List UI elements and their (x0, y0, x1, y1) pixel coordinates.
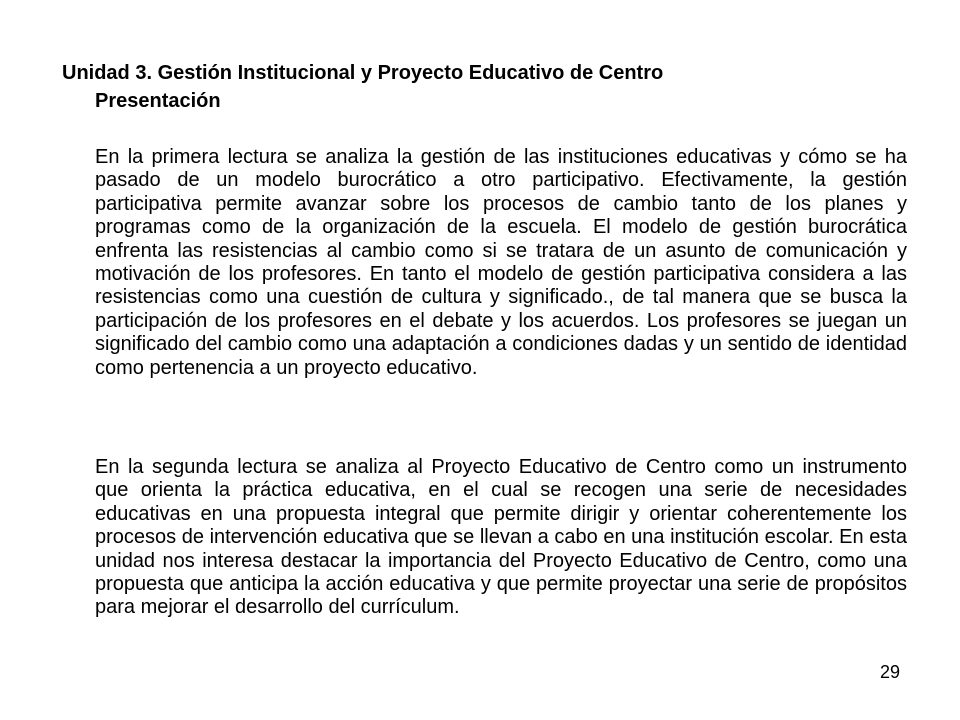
page-number: 29 (879, 662, 900, 682)
paragraph-second-reading: En la segunda lectura se analiza al Proyecto Educativo de Centro como un instrumento que orienta la práctica educativa, en el cual se recogen una serie de necesidades educativas en una propuesta integral que permite dirigir y orientar coherentemente los procesos de intervención educativa que se llevan a cabo en una institución escolar. En esta unidad nos interesa destacar la importancia del Proyecto Educativo de Centro, como una propuesta que anticipa la acción educativa y que permite proyectar una serie de propósitos para mejorar el desarrollo del currículum. (95, 456, 907, 619)
paragraph-first-reading: En la primera lectura se analiza la gestión de las instituciones educativas y cómo se ha pasado de un modelo burocrático a otro participativo. Efectivamente, la gestión participativa permite avanzar sobre los procesos de cambio tanto de los planes y programas como de la organización de la escuela. El modelo de gestión burocrática enfrenta las resistencias al cambio como si se tratara de un asunto de comunicación y motivación de los profesores. En tanto el modelo de gestión participativa considera a las resistencias como una cuestión de cultura y significado., de tal manera que se busca la participación de los profesores en el debate y los acuerdos. Los profesores se juegan un significado del cambio como una adaptación a condiciones dadas y un sentido de identidad como pertenencia a un proyecto educativo. (95, 146, 907, 379)
section-subtitle: Presentación (95, 90, 221, 112)
unit-title: Unidad 3. Gestión Institucional y Proyecto Educativo de Centro (62, 62, 664, 84)
